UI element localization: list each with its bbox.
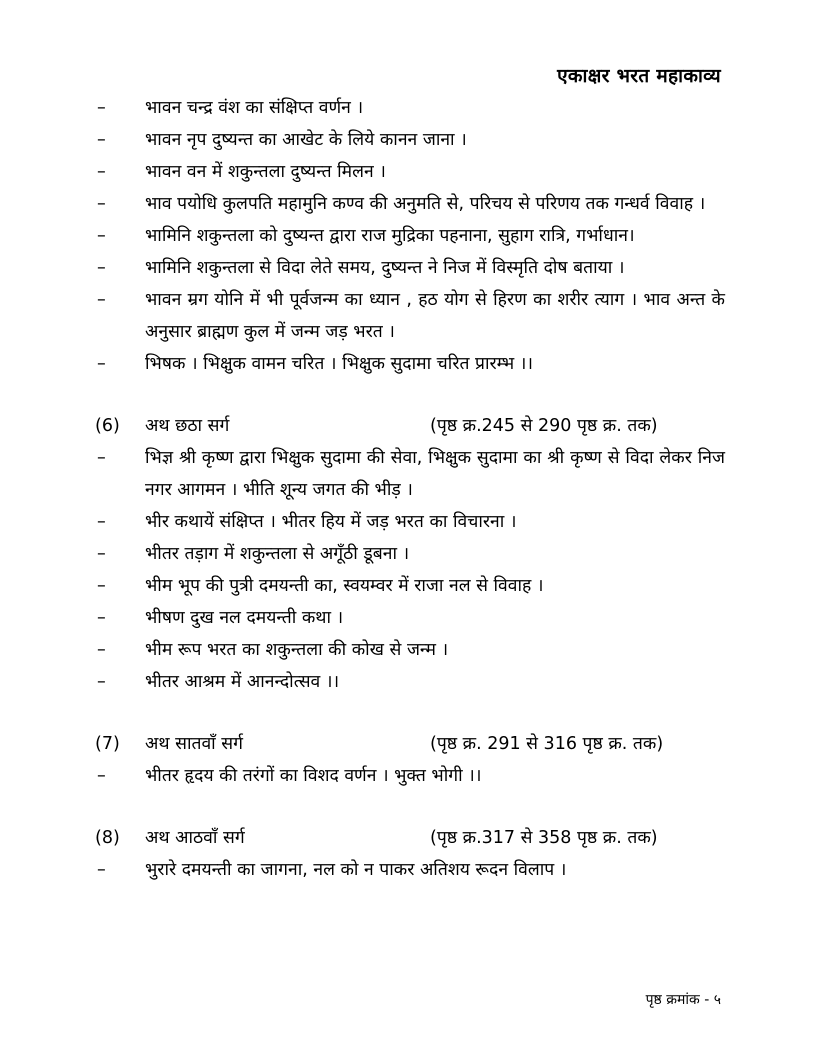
list-item bbox=[95, 156, 725, 188]
list-item bbox=[95, 442, 725, 506]
list-item-text: भिषक । भिक्षुक वामन चरित । भिक्षुक सुदामा चरित प्रारम्भ ।। bbox=[145, 354, 534, 374]
list-item bbox=[95, 602, 725, 634]
list-item-text: भीम रूप भरत का शकुन्तला की कोख से जन्म । bbox=[145, 640, 449, 660]
list-item bbox=[95, 284, 725, 348]
list-item bbox=[95, 760, 725, 792]
list-item bbox=[95, 854, 725, 886]
list-item bbox=[95, 634, 725, 666]
dash-bullet: – bbox=[97, 608, 106, 628]
section-heading bbox=[95, 410, 725, 442]
list-item-text: भामिनि शकुन्तला से विदा लेते समय, दुष्यन्त ने निज में विस्मृति दोष बताया । bbox=[145, 258, 625, 278]
list-item bbox=[95, 538, 725, 570]
section-title: अथ आठवाँ सर्ग bbox=[145, 828, 245, 848]
list-item-text: भीतर हृदय की तरंगों का विशद वर्णन । भुक्त भोगी ।। bbox=[145, 766, 482, 786]
list-item bbox=[95, 220, 725, 252]
intro-list bbox=[95, 92, 725, 380]
list-item-text: भीतर आश्रम में आनन्दोत्सव ।। bbox=[145, 672, 340, 692]
list-item bbox=[95, 666, 725, 698]
page-number-footer: पृष्ठ क्रमांक - ५ bbox=[645, 992, 721, 1008]
list-item bbox=[95, 92, 725, 124]
section-list bbox=[95, 442, 725, 698]
dash-bullet: – bbox=[97, 98, 106, 118]
dash-bullet: – bbox=[97, 448, 106, 468]
list-item-text: भिज्ञ श्री कृष्ण द्वारा भिक्षुक सुदामा की सेवा, भिक्षुक सुदामा का श्री कृष्ण से विदा लेकर निज नगर आगमन । भीति शून्य जगत की भीड़ । bbox=[145, 448, 725, 500]
section-heading bbox=[95, 728, 725, 760]
dash-bullet: – bbox=[97, 640, 106, 660]
list-item-text: भामिनि शकुन्तला को दुष्यन्त द्वारा राज मुद्रिका पहनाना, सुहाग रात्रि, गर्भाधान। bbox=[145, 226, 635, 246]
dash-bullet: – bbox=[97, 544, 106, 564]
dash-bullet: – bbox=[97, 512, 106, 532]
dash-bullet: – bbox=[97, 354, 106, 374]
list-item-text: भावन नृप दुष्यन्त का आखेट के लिये कानन जाना । bbox=[145, 130, 467, 150]
section-number: (8) bbox=[95, 828, 120, 848]
list-item bbox=[95, 348, 725, 380]
section-title: अथ सातवाँ सर्ग bbox=[145, 734, 243, 754]
list-item-text: भावन वन में शकुन्तला दुष्यन्त मिलन । bbox=[145, 162, 386, 182]
section-number: (7) bbox=[95, 734, 120, 754]
document-header-title: एकाक्षर भरत महाकाव्य bbox=[557, 65, 721, 87]
dash-bullet: – bbox=[97, 226, 106, 246]
section-title: अथ छठा सर्ग bbox=[145, 416, 230, 436]
section-page-range: (पृष्ठ क्र.245 से 290 पृष्ठ क्र. तक) bbox=[430, 416, 658, 436]
list-item bbox=[95, 506, 725, 538]
section-number: (6) bbox=[95, 416, 120, 436]
section-page-range: (पृष्ठ क्र. 291 से 316 पृष्ठ क्र. तक) bbox=[430, 734, 664, 754]
list-item-text: भीम भूप की पुत्री दमयन्ती का, स्वयम्वर में राजा नल से विवाह । bbox=[145, 576, 544, 596]
list-item bbox=[95, 570, 725, 602]
list-item-text: भुरारे दमयन्ती का जागना, नल को न पाकर अतिशय रूदन विलाप । bbox=[145, 860, 567, 880]
list-item-text: भावन म्रग योनि में भी पूर्वजन्म का ध्यान , हठ योग से हिरण का शरीर त्याग । भाव अन्त के अनुसार ब्राह्मण कुल में जन्म जड़ भरत । bbox=[145, 290, 725, 342]
list-item-text: भीषण दुख नल दमयन्ती कथा । bbox=[145, 608, 344, 628]
document-body bbox=[95, 92, 725, 886]
dash-bullet: – bbox=[97, 162, 106, 182]
section-list bbox=[95, 854, 725, 886]
dash-bullet: – bbox=[97, 766, 106, 786]
dash-bullet: – bbox=[97, 672, 106, 692]
list-item bbox=[95, 124, 725, 156]
list-item bbox=[95, 252, 725, 284]
list-item bbox=[95, 188, 725, 220]
list-item-text: भावन चन्द्र वंश का संक्षिप्त वर्णन । bbox=[145, 98, 364, 118]
dash-bullet: – bbox=[97, 860, 106, 880]
list-item-text: भाव पयोधि कुलपति महामुनि कण्व की अनुमति से, परिचय से परिणय तक गन्धर्व विवाह । bbox=[145, 194, 706, 214]
dash-bullet: – bbox=[97, 194, 106, 214]
section-list bbox=[95, 760, 725, 792]
section-heading bbox=[95, 822, 725, 854]
section-page-range: (पृष्ठ क्र.317 से 358 पृष्ठ क्र. तक) bbox=[430, 828, 658, 848]
dash-bullet: – bbox=[97, 290, 106, 310]
dash-bullet: – bbox=[97, 576, 106, 596]
dash-bullet: – bbox=[97, 130, 106, 150]
dash-bullet: – bbox=[97, 258, 106, 278]
list-item-text: भीतर तड़ाग में शकुन्तला से अगूँठी डूबना । bbox=[145, 544, 410, 564]
list-item-text: भीर कथायें संक्षिप्त । भीतर हिय में जड़ भरत का विचारना । bbox=[145, 512, 517, 532]
